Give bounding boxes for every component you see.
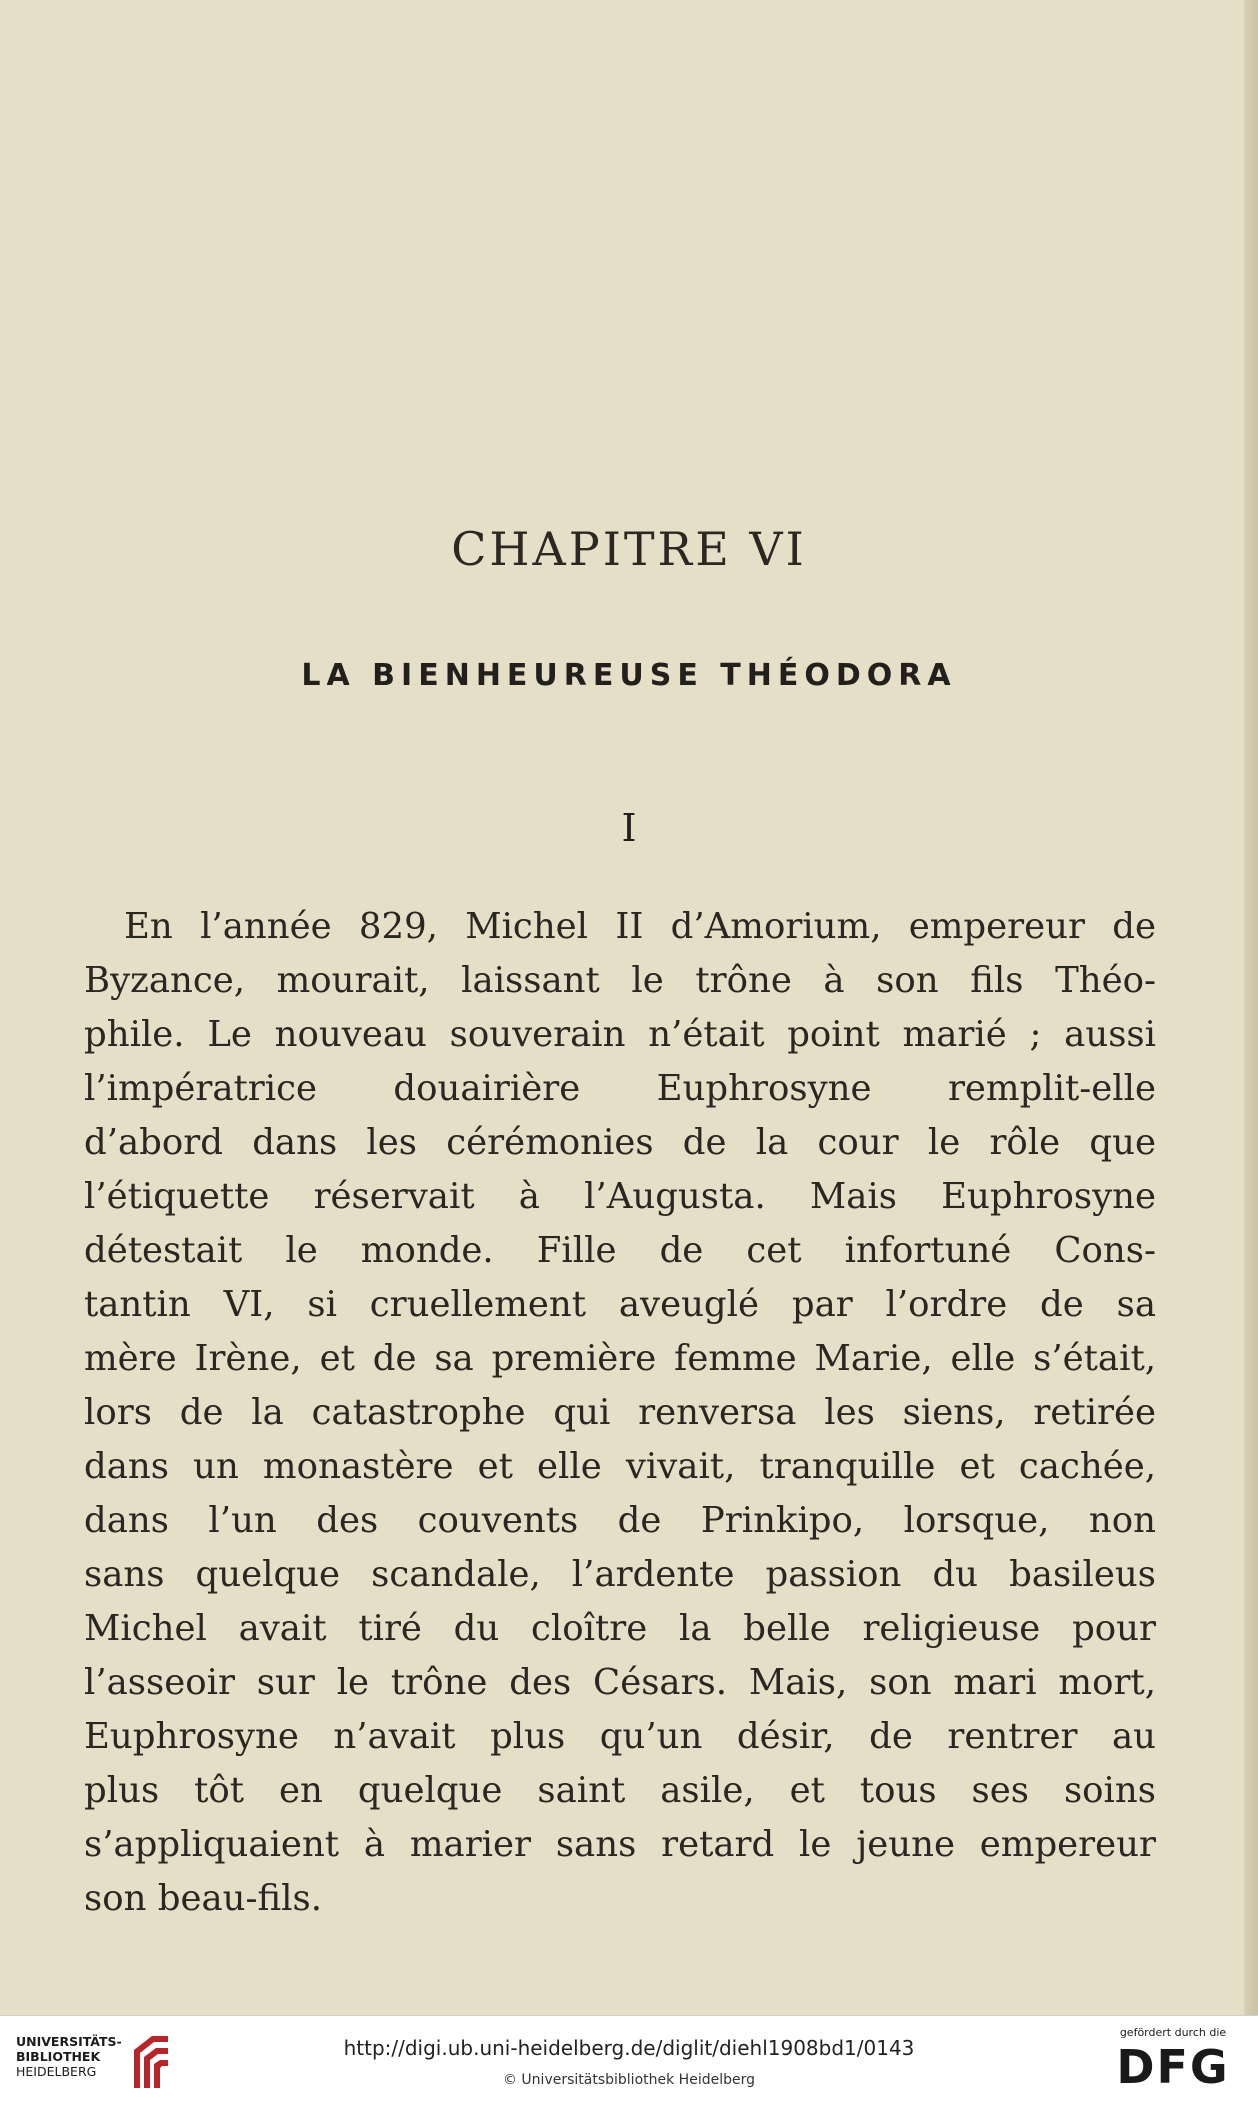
text-line: l’impératrice douairière Euphrosyne remplit-elle <box>84 1068 1156 1109</box>
library-name-line: HEIDELBERG <box>16 2064 97 2079</box>
library-name-line: BIBLIOTHEK <box>16 2049 101 2064</box>
text-line: tantin VI, si cruellement aveuglé par l’ordre de sa <box>84 1284 1156 1325</box>
funder-logo <box>1108 2026 1238 2094</box>
page-edge <box>1244 0 1258 2015</box>
library-name-line: UNIVERSITÄTS- <box>16 2034 122 2049</box>
text-line: d’abord dans les cérémonies de la cour le rôle que <box>84 1122 1156 1163</box>
text-line: Byzance, mourait, laissant le trône à son fils Théo- <box>84 960 1156 1001</box>
section-number: I <box>621 806 637 850</box>
text-line: dans l’un des couvents de Prinkipo, lorsque, non <box>84 1500 1156 1541</box>
text-line: phile. Le nouveau souverain n’était point marié ; aussi <box>84 1014 1156 1055</box>
text-line: l’asseoir sur le trône des Césars. Mais, son mari mort, <box>84 1662 1156 1703</box>
funder-note: gefördert durch die <box>1119 2026 1227 2039</box>
text-line: mère Irène, et de sa première femme Marie, elle s’était, <box>84 1338 1156 1379</box>
footer-bar <box>0 2015 1258 2105</box>
text-line: plus tôt en quelque saint asile, et tous ses soins <box>84 1770 1156 1811</box>
text-line: lors de la catastrophe qui renversa les siens, retirée <box>84 1392 1156 1433</box>
text-line: dans un monastère et elle vivait, tranquille et cachée, <box>84 1446 1156 1487</box>
text-line: son beau-fils. <box>84 1878 323 1919</box>
text-line: En l’année 829, Michel II d’Amorium, empereur de <box>124 906 1156 947</box>
text-line: Michel avait tiré du cloître la belle religieuse pour <box>84 1608 1156 1649</box>
text-line: détestait le monde. Fille de cet infortuné Cons- <box>84 1230 1156 1271</box>
copyright-notice: © Universitätsbibliothek Heidelberg <box>502 2072 755 2088</box>
text-line: l’étiquette réservait à l’Augusta. Mais Euphrosyne <box>84 1176 1156 1217</box>
chapter-subtitle: LA BIENHEUREUSE THÉODORA <box>301 658 957 693</box>
text-line: Euphrosyne n’avait plus qu’un désir, de rentrer au <box>84 1716 1156 1757</box>
body-paragraph <box>84 900 1156 1926</box>
text-line: sans quelque scandale, l’ardente passion du basileus <box>84 1554 1156 1595</box>
chapter-title: CHAPITRE VI <box>451 522 807 576</box>
text-line: s’appliquaient à marier sans retard le jeune empereur <box>84 1824 1156 1865</box>
source-url-link[interactable]: http://digi.ub.uni-heidelberg.de/diglit/diehl1908bd1/0143 <box>343 2036 915 2060</box>
dfg-logo: DFG <box>1116 2040 1230 2094</box>
